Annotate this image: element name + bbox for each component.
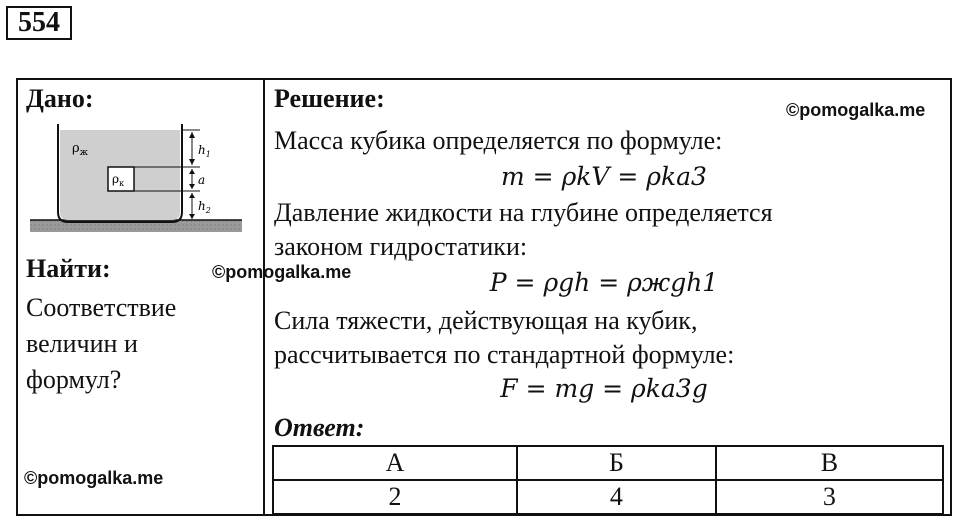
answer-value-row [273, 480, 943, 514]
problem-number: 554 [6, 6, 72, 40]
column-divider [263, 78, 265, 516]
solution-line-4: Сила тяжести, действующая на кубик, [274, 306, 698, 335]
answer-label: Ответ: [274, 413, 365, 442]
solution-line-3: законом гидростатики: [274, 232, 528, 261]
find-line-2: величин и [26, 329, 138, 358]
find-line-3: формул? [26, 365, 122, 394]
watermark-top: ©pomogalka.me [786, 100, 926, 120]
answer-header-v: В [716, 446, 943, 480]
rho-liquid-label: $\rho_ж$ [72, 141, 88, 158]
rho-cube-label: $\rho_к$ [112, 172, 125, 188]
solution-heading: Решение: [274, 84, 385, 113]
answer-value-v: 3 [716, 480, 943, 514]
formula-pressure: P = ρgh = ρжgh1 [489, 268, 719, 297]
h2-label: $h_2$ [198, 199, 211, 215]
answer-table [272, 445, 944, 515]
answer-value-b: 4 [517, 480, 716, 514]
a-label: a [198, 173, 206, 187]
find-heading: Найти: [26, 254, 111, 283]
find-text [26, 290, 176, 398]
solution-line-2: Давление жидкости на глубине определяется [274, 198, 773, 227]
formula-gravity: F = mg = ρka3g [500, 374, 708, 403]
formula-mass: m = ρkV = ρka3 [501, 162, 707, 191]
answer-value-a: 2 [273, 480, 517, 514]
answer-header-a: А [273, 446, 517, 480]
h1-label: $h_1$ [198, 143, 211, 159]
watermark-bottom: ©pomogalka.me [24, 468, 164, 488]
vessel-diagram [30, 120, 242, 236]
answer-header-b: Б [517, 446, 716, 480]
find-line-1: Соответствие [26, 293, 177, 322]
answer-header-row [273, 446, 943, 480]
solution-line-1: Масса кубика определяется по формуле: [274, 126, 723, 155]
watermark-middle: ©pomogalka.me [212, 262, 352, 282]
given-heading: Дано: [26, 84, 94, 113]
solution-line-5: рассчитывается по стандартной формуле: [274, 340, 735, 369]
